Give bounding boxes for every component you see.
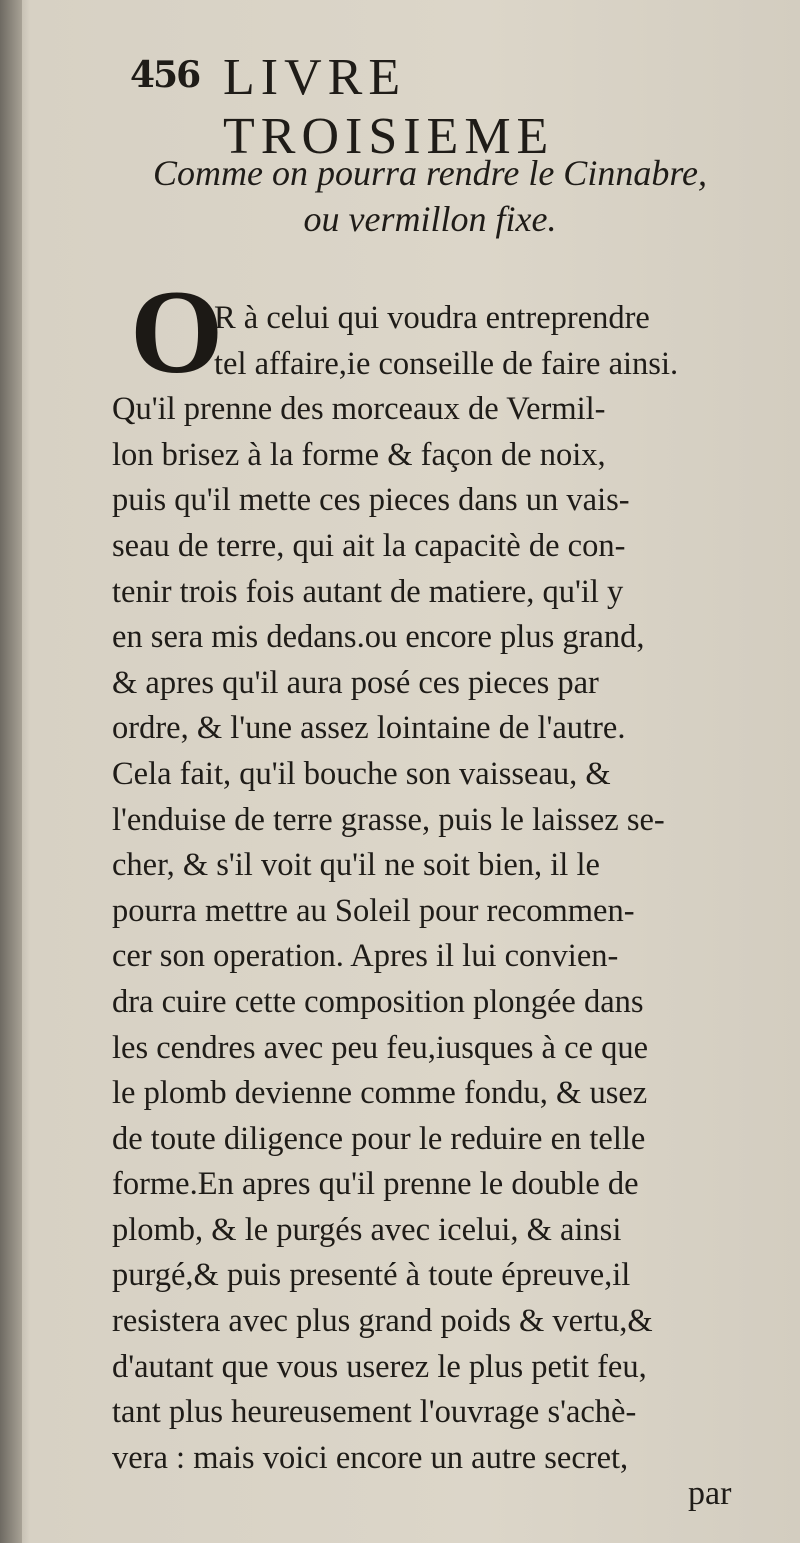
- page-gutter-shadow: [0, 0, 22, 1543]
- text-line: forme.En apres qu'il prenne le double de: [112, 1166, 639, 1203]
- text-line: lon brisez à la forme & façon de noix,: [112, 436, 606, 473]
- text-line: Qu'il prenne des morceaux de Vermil-: [112, 391, 606, 428]
- text-line: R à celui qui voudra entreprendre: [214, 300, 650, 336]
- text-line: cher, & s'il voit qu'il ne soit bien, il le: [112, 847, 600, 884]
- text-line: dra cuire cette composition plongée dans: [112, 983, 644, 1020]
- text-line: pourra mettre au Soleil pour recommen-: [112, 892, 635, 929]
- text-line: Cela fait, qu'il bouche son vaisseau, &: [112, 755, 611, 792]
- chapter-title-line-1: Comme on pourra rendre le Cinnabre,: [153, 153, 707, 193]
- text-line: & apres qu'il aura posé ces pieces par: [112, 664, 599, 701]
- body-paragraph: [112, 296, 772, 1481]
- page-number: 456: [130, 54, 200, 96]
- text-line: purgé,& puis presenté à toute épreuve,il: [112, 1257, 631, 1294]
- text-line: en sera mis dedans.ou encore plus grand,: [112, 619, 645, 656]
- drop-cap-initial: O: [130, 265, 224, 398]
- text-line: de toute diligence pour le reduire en telle: [112, 1120, 646, 1157]
- text-line: vera : mais voici encore un autre secret,: [112, 1439, 629, 1476]
- page-header: [118, 48, 718, 165]
- text-line: cer son operation. Apres il lui convien-: [112, 938, 619, 975]
- text-line: le plomb devienne comme fondu, & usez: [112, 1075, 648, 1112]
- text-line: puis qu'il mette ces pieces dans un vais-: [112, 482, 630, 519]
- text-line: seau de terre, qui ait la capacitè de con-: [112, 527, 626, 564]
- text-line: tel affaire,ie conseille de faire ainsi.: [214, 345, 679, 382]
- running-head: LIVRE TROISIEME: [223, 49, 555, 165]
- text-line: l'enduise de terre grasse, puis le laissez se-: [112, 801, 665, 838]
- text-line: plomb, & le purgés avec icelui, & ainsi: [112, 1211, 622, 1248]
- text-line: tenir trois fois autant de matiere, qu'il y: [112, 573, 624, 610]
- text-line: resistera avec plus grand poids & vertu,&: [112, 1303, 653, 1340]
- chapter-title-line-2: ou vermillon fixe.: [303, 199, 557, 239]
- catchword: par: [688, 1475, 732, 1512]
- text-line: d'autant que vous userez le plus petit feu,: [112, 1348, 647, 1385]
- text-line: ordre, & l'une assez lointaine de l'autre.: [112, 710, 626, 747]
- text-line: les cendres avec peu feu,iusques à ce que: [112, 1029, 648, 1066]
- text-line: tant plus heureusement l'ouvrage s'achè-: [112, 1394, 637, 1431]
- chapter-title: [150, 150, 710, 242]
